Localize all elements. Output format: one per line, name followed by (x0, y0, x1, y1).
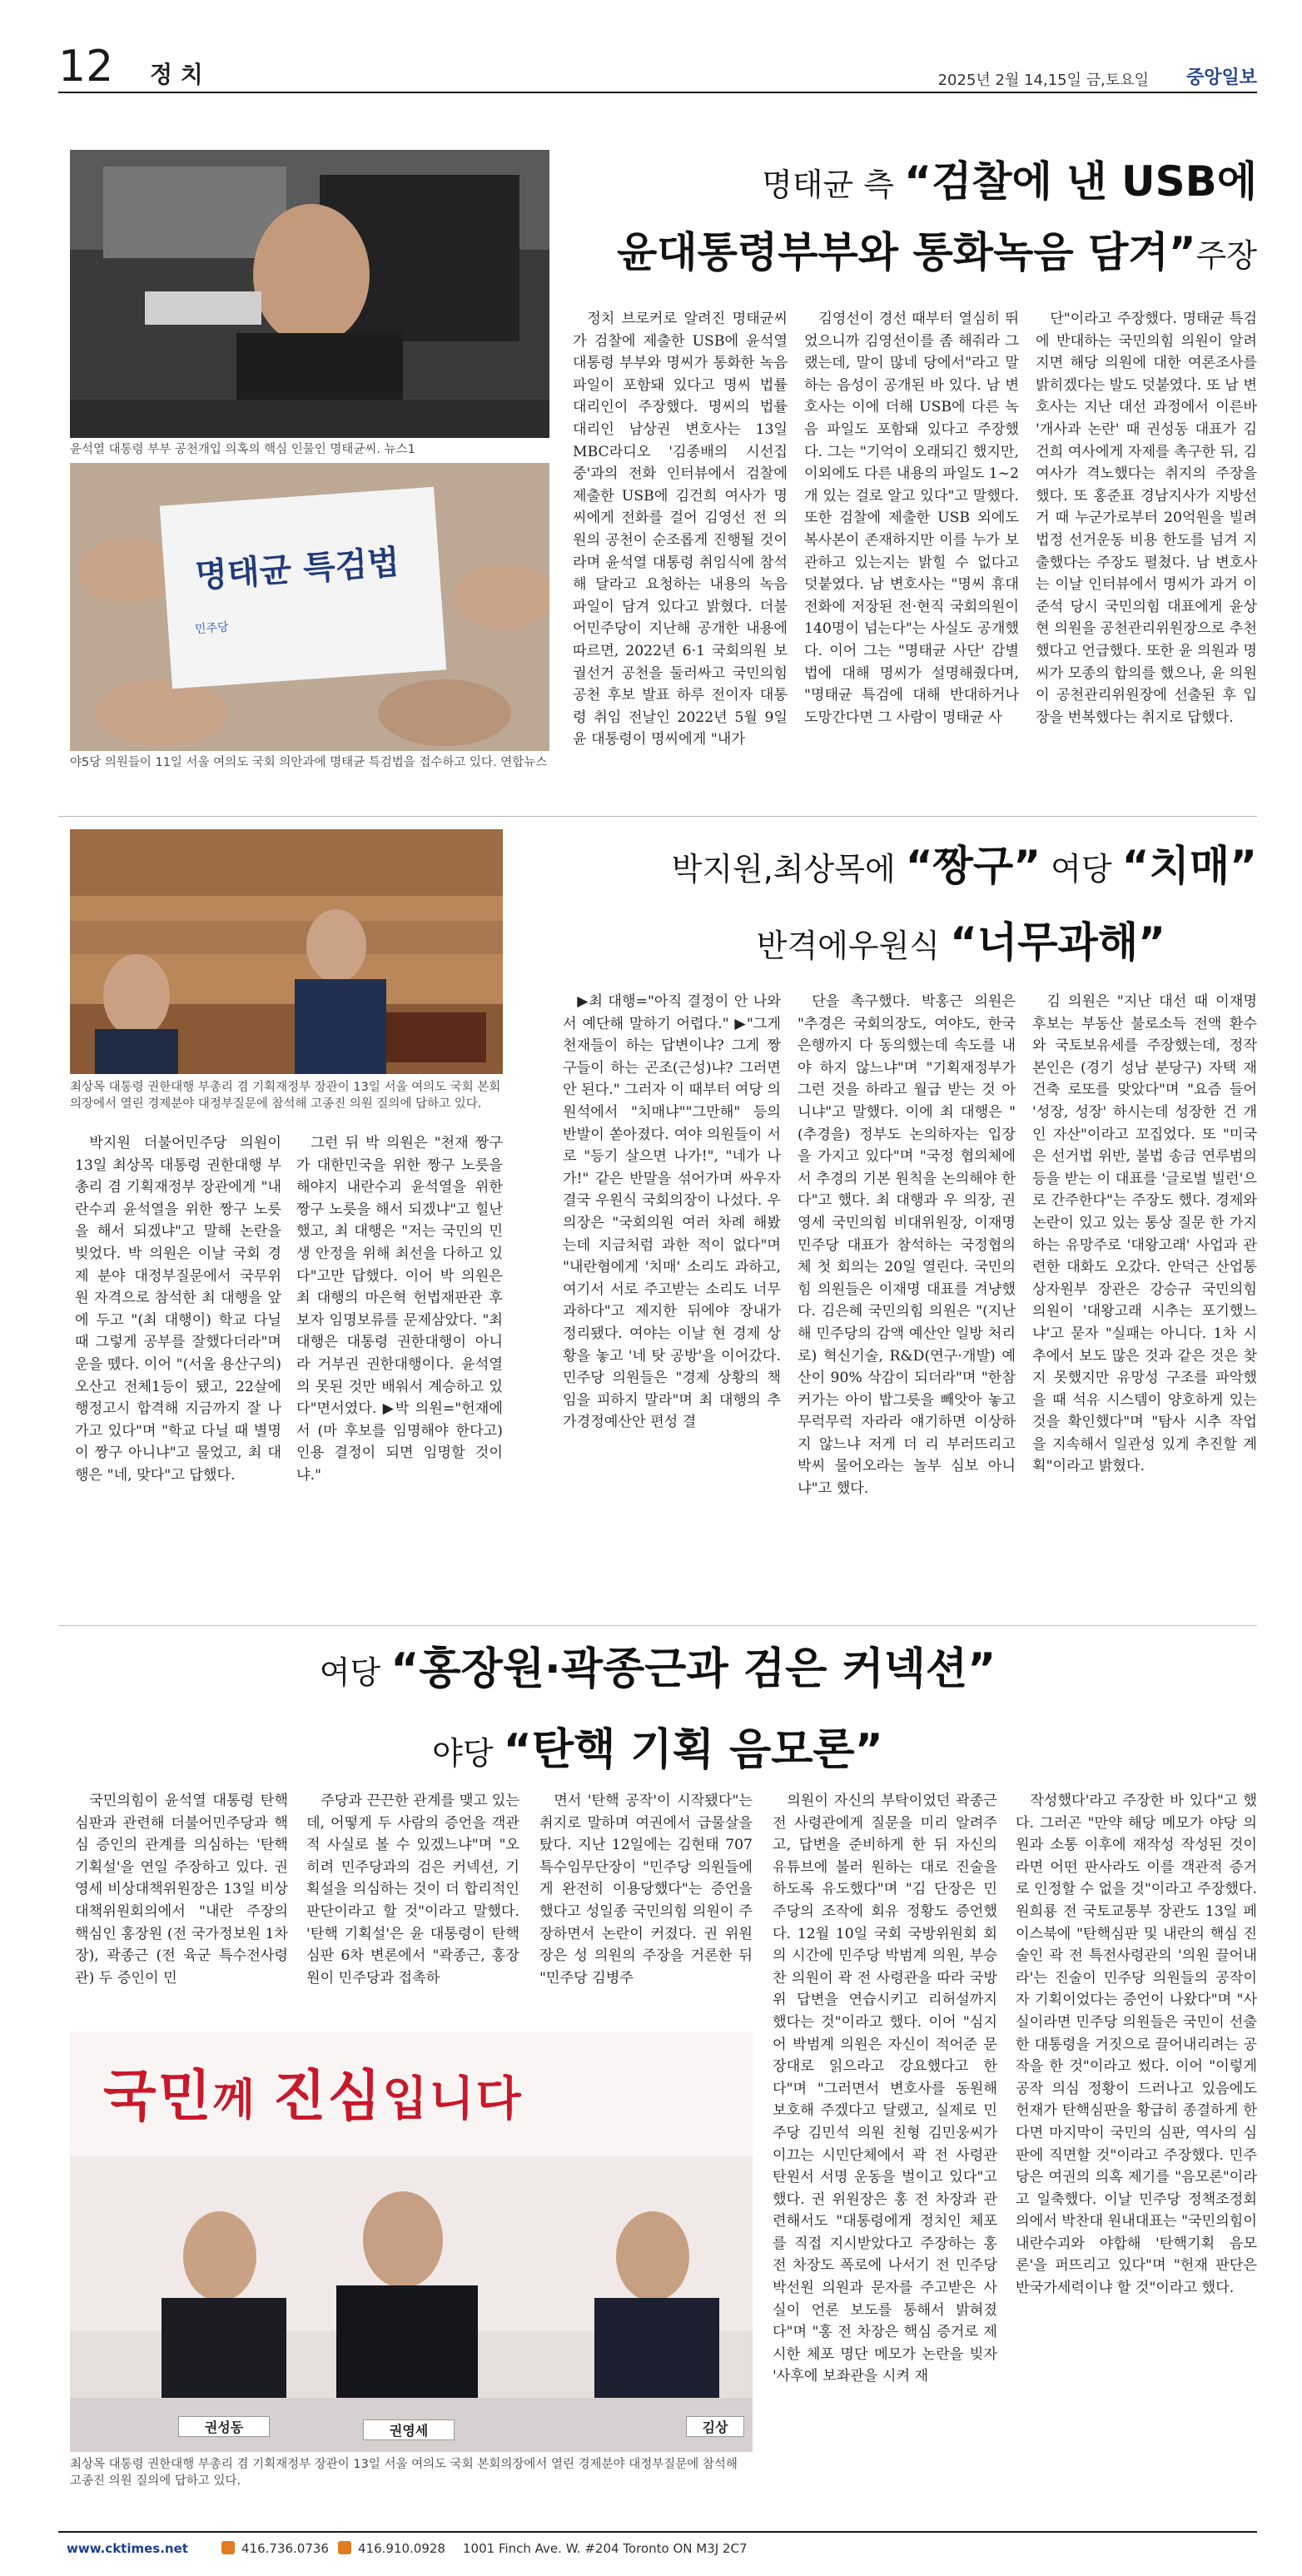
photo-myung-taekyun (70, 150, 549, 438)
headline-quote-connection: “홍장원·곽종근과 검은 커넥션” (390, 1644, 996, 1694)
article3-photo-caption: 최상목 대통령 권한대행 부총리 겸 기획재정부 장관이 13일 서울 여의도 국회 본회의장에서 열린 경제분야 대정부질문에 참석해 고종진 의원 질의에 답하고 있다. (70, 2458, 738, 2488)
article3-headline (58, 1634, 1257, 1795)
headline-prefix-ruling: 여당 (319, 1654, 391, 1691)
photo-ppp-meeting (70, 2031, 753, 2452)
headline-quote-part1: “검찰에 낸 USB에 (904, 157, 1257, 206)
divider-1 (58, 816, 1257, 817)
headline-prefix-2: 반격에우원식 (756, 927, 951, 964)
article3-column2: 주당과 끈끈한 관계를 맺고 있는데, 어떻게 두 사람의 증언을 객관적 사실로 볼 수 있겠느냐"며 "오히려 민주당과의 검은 커넥션, 기획설을 의심하는 것이 더 합리적인 판단이라고 할 것"이라고 말했다. '탄핵 기획설'은 윤 대통령이 탄핵심판 6차 변론에서 "곽종근, 홍장원이 민주당과 접촉하 (306, 1793, 519, 1987)
address: 1001 Finch Ave. W. #204 Toronto ON M3J 2C7 (463, 2541, 748, 2556)
fax-number: 416.910.0928 (358, 2541, 445, 2556)
headline-prefix: 명태균 측 (762, 167, 905, 203)
banner-word-sincerity: 진심 (272, 2064, 383, 2128)
sign-text: 명태균 특검법 (193, 543, 401, 596)
assembly-image (70, 829, 503, 1074)
website-link[interactable]: www.cktimes.net (67, 2541, 188, 2556)
headline-suffix: 주장 (1195, 237, 1257, 274)
photo1-caption: 윤석열 대통령 부부 공천개입 의혹의 핵심 인물인 명태균씨. 뉴스1 (70, 443, 415, 456)
headline-quote-jjanggu: “짱구” (905, 842, 1041, 890)
page-header (58, 43, 1257, 93)
photo-special-prosecutor-bill (70, 463, 549, 751)
headline-quote-conspiracy: “탄핵 기획 음모론” (503, 1725, 883, 1775)
banner-word-to: 께 (212, 2076, 273, 2126)
article2-headline (516, 833, 1257, 986)
banner-word-people: 국민 (103, 2064, 213, 2128)
headline-prefix: 박지원,최상목에 (671, 851, 906, 888)
bill-submission-image (70, 463, 549, 751)
photo2-caption: 야5당 의원들이 11일 서울 여의도 국회 의안과에 명태균 특검법을 접수하고 있다. 연합뉴스 (70, 756, 548, 769)
article2-column4: 단을 촉구했다. 박홍근 의원은 "추경은 국회의장도, 여야도, 한국은행까지 다 동의했는데 속도를 내야 하지 않느냐"며 "기획재정부가 그런 것을 하라고 월급 받는 것 아니냐"고 말했다. 이에 최 대행은 "(추경을) 정부도 논의하자는 입장을 가지고 있다"며 "국정 협의체에서 추경의 기본 원칙을 논의해야 한다"고 했다. 최 대행과 우 의장, 권영세 국민의힘 비대위원장, 이재명 민주당 대표가 참석하는 국정협의체 첫 회의는 20일 열린다. 국민의힘 의원들은 이재명 대표를 겨냥했다. 김은혜 국민의힘 의원은 "(지난해 민주당의 감액 예산안 일방 처리로) 혁신기술, R&D(연구·개발) 예산이 90% 삭감이 되더라"며 "한참 커가는 아이 밥그릇을 빼앗아 놓고 무럭무럭 자라라 얘기하면 이상하지 않느냐 저게 더 리 부러뜨리고 박씨 물어오라는 놀부 심보 아니냐"고 했다. (798, 993, 1016, 1498)
article1-column3: 단"이라고 주장했다. 명태균 특검에 반대하는 국민의힘 의원이 알려지면 해당 의원에 대한 여론조사를 밝히겠다는 발도 덧붙였다. 또 남 변호사는 지난 대선 과정에서 이른바 '개사과 논란' 때 권성동 대표가 김건희 여사에게 자제를 촉구한 뒤, 김 여사가 격노했다는 취지의 주장을 했다. 또 홍준표 경남지사가 지방선거 때 누군가로부터 20억원을 빌려 법정 선거운동 비용 한도를 넘겨 지출했다는 주장도 펼쳤다. 남 변호사는 이날 인터뷰에서 명씨가 과거 이준석 당시 국민의힘 대표에게 윤상현 의원을 공천관리위원장으로 추천했다고 언급했다. 또한 윤 의원과 명씨가 모종의 합의를 했으나, 윤 의원이 공천관리위원장에 선출된 후 입장을 번복했다는 취지로 답했다. (1036, 311, 1257, 726)
article2-column2: 그런 뒤 박 의원은 "천재 짱구가 대한민국을 위한 짱구 노릇을 해야지 내란수괴 윤석열을 위한 짱구 노릇을 해서 되겠냐"고 힐난했고, 최 대행은 "저는 국민의 민생 안정을 위해 최선을 다하고 있다"고만 답했다. 이어 박 의원은 최 대행의 마은혁 헌법재판관 후보자 임명보류를 문제삼았다. "최 대행은 대통령 권한대행이 아니라 거부권 권한대행이다. 윤석열의 못된 것만 배워서 계승하고 있다"면서였다. ▶박 의원="헌재에서 (마 후보를 임명해야 한다고) 인용 결정이 되면 임명할 것이냐." (296, 1135, 503, 1484)
article2-column3: ▶최 대행="아직 결정이 안 나와서 예단해 말하기 어렵다." ▶"그게 천재들이 하는 답변이냐? 그게 짱구들이 하는 곤조(근성)냐? 그러면 안 된다." 그러자 이 때부터 여당 의원석에서 "치매냐""그만해" 등의 반발이 쏟아졌다. 여야 의원들이 서로 "등기 살으면 나가!", "네가 나가!" 같은 반말을 섞어가며 싸우자 결국 우원식 국회의장이 나섰다. 우 의장은 "국회의원 여러 차례 해봤는데 지금처럼 과한 적이 없다"며 "내란혐에게 '치매' 소리도 과하고, 여기서 서로 주고받는 소리도 너무 과하다"고 제지한 뒤에야 장내가 정리됐다. 여야는 이날 현 경제 상황을 놓고 '네 탓 공방'을 이어갔다. 민주당 의원들은 "경제 상황의 책임을 피하지 말라"며 최 대행의 추가경정예산안 편성 결 (563, 993, 781, 1431)
divider-2 (58, 1625, 1257, 1626)
headline-quote-part2: 윤대통령부부와 통화녹음 담겨” (617, 228, 1196, 276)
car-portrait-image (70, 150, 549, 438)
page-number: 12 (58, 42, 114, 92)
issue-date: 2025년 2월 14,15일 금,토요일 (937, 72, 1149, 89)
sign-party-logos: 민주당 (194, 620, 230, 637)
article1-column2: 김영선이 경선 때부터 열심히 뛰었으니까 김영선이를 좀 해줘라 그랬는데, 말이 많네 당에서"라고 말하는 음성이 공개된 바 있다. 남 변호사는 이에 더해 USB에 다른 녹음 파일도 포함돼 있다고 주장했다. 그는 "기억이 오래되긴 했지만, 이외에도 다른 내용의 파일도 1~2개 있는 걸로 알고 있다"고 말했다. 또한 검찰에 제출한 USB 외에도 복사본이 존재하지만 이를 누가 보관하고 있는지는 밝힐 수 없다고 덧붙였다. 남 변호사는 "명씨 휴대전화에 저장된 전·현직 국회의원이 140명이 넘는다"는 사실도 공개했다. 이어 그는 "명태균 사단' 감별법에 대해 명씨가 설명해줬다며, "명태균 특검에 대해 반대하거나 도망간다면 그 사람이 명태균 사 (804, 311, 1019, 726)
phone-number: 416.736.0736 (241, 2541, 329, 2556)
phone-icon (221, 2541, 235, 2554)
nameplate-3: 김상 (686, 2416, 744, 2437)
headline-middle: 여당 (1041, 851, 1122, 888)
article3-column5: 작성했다'라고 주장한 바 있다"고 했다. 그러곤 "만약 해당 메모가 야당 의원과 소통 이후에 재작성 작성된 것이라면 어떤 판사라도 이를 객관적 증거로 인정할 수 없을 것"이라고 주장했다. 원희룡 전 국토교통부 장관도 13일 페이스북에 "탄핵심판 및 내란의 핵심 진술인 곽 전 특전사령관의 '의원 끌어내라'는 진술이 민주당 의원들의 공작이자 기획이었다는 증언이 나왔다"며 "사실이라면 민주당 의원들은 국민이 선출한 대통령을 거짓으로 끌어내리려는 공작을 한 것"이라고 썼다. 이어 "이렇게 공작 의심 정황이 드러나고 있음에도 헌재가 탄핵심판을 황급히 종결하게 한다면 마지막이 국민의 심판, 역사의 심판에 직면할 것"이라고 주장했다. 민주당은 여권의 의혹 제기를 "음모론"이라고 일축했다. 이날 민주당 정책조정회의에서 박찬대 원내대표는 "국민의힘이 내란수괴와 야합해 '탄핵기획 음모론'을 퍼뜨리고 있다"며 "헌재 판단은 반국가세력이냐 할 것"이라고 했다. (1016, 1793, 1257, 2297)
fax-icon (338, 2541, 351, 2554)
newspaper-logo: 중앙일보 (1185, 67, 1257, 88)
photo-assembly-session (70, 829, 503, 1074)
section-name: 정 치 (150, 61, 203, 88)
nameplate-2: 권영세 (363, 2419, 455, 2440)
headline-prefix-opposition: 야당 (432, 1735, 504, 1772)
article2-column5: 김 의원은 "지난 대선 때 이재명 후보는 부동산 불로소득 전액 환수와 국토보유세를 주장했는데, 정작 본인은 (경기 성남 분당구) 자택 재건축 로또를 맞았다"며 "요즘 들어 '성장, 성장' 하시는데 성장한 건 개인 자산"이라고 꼬집었다. 또 "미국은 선거법 위반, 불법 송금 연루범의 등을 받는 이 대표를 '글로벌 빌런'으로 간주한다"는 주장도 했다. 경제와 논란이 있고 있는 통상 질문 한 가지 하는 유망주로 '대왕고래' 사업과 관련한 대화도 오갔다. 안덕근 산업통상자원부 장관은 강승규 국민의힘 의원이 '대왕고래 시추는 포기했느냐'고 묻자 "실패는 아니다. 1차 시추에서 보도 많은 것과 같은 것은 찾지 못했지만 유망성 구조를 파악했을 때 석유 시스템이 양호하게 있는 것을 확인했다"며 "탐사 시추 작업을 지속해서 일관성 있게 추진할 계획"이라고 밝혔다. (1032, 993, 1257, 1475)
article1-headline (499, 150, 1257, 291)
headline-quote-too-much: “너무과해” (950, 918, 1165, 967)
article1-column1: 정치 브로커로 알려진 명태균씨가 검찰에 제출한 USB에 윤석열 대통령 부부와 명씨가 통화한 녹음 파일이 포함돼 있다고 명씨 법률 대리인이 주장했다. 명씨의 법률 대리인 남상권 변호사는 13일 MBC라디오 '김종배의 시선집중'과의 전화 인터뷰에서 검찰에 제출한 USB에 김건희 여사가 명씨에게 전화를 걸어 김영선 전 의원의 공천이 순조롭게 진행될 것이라며 윤석열 대통령 취임식에 참석해 달라고 요청하는 내용의 녹음 파일이 담겨 있다고 밝혔다. 더불어민주당이 지난해 공개한 내용에 따르면, 2022년 6·1 국회의원 보궐선거 공천을 둘러싸고 국민의힘 공천 후보 발표 하루 전이자 대통령 취임 전날인 2022년 5월 9일 윤 대통령이 명씨에게 "내가 (573, 311, 788, 748)
article2-column1: 박지원 더불어민주당 의원이 13일 최상목 대통령 권한대행 부총리 겸 기획재정부 장관에게 "내란수괴 윤석열을 위한 짱구 노릇을 해서 되겠냐"고 말해 논란을 빚었다. 박 의원은 이날 국회 경제 분야 대정부질문에서 국무위원 자격으로 참석한 최 대행을 앞에 두고 "(최 대행이) 학교 다닐 때 그렇게 공부를 잘했다더라"며 운을 뗐다. 이어 "(서울 용산구의) 오산고 전체1등이 됐고, 22살에 행정고시 합격해 지금까지 잘 나가고 있다"며 "학교 다닐 때 별명이 짱구 아니냐"고 물었고, 최 대행은 "네, 맞다"고 답했다. (75, 1135, 281, 1484)
article3-column4: 의원이 자신의 부탁이었던 곽종근 전 사령관에게 질문을 미리 알려주고, 답변을 준비하게 한 뒤 자신의 유튜브에 불러 원하는 대로 진술을 하도록 유도했다"며 "김 단장은 민주당의 조작에 회유 정황도 증언했다. 12월 10일 국회 국방위원회 회의 시간에 민주당 박범계 의원, 부승찬 의원이 곽 전 사령관을 따라 국방위 답변을 연습시키고 리허설까지 했다는 것"이라고 했다. 이어 "심지어 박범계 의원은 자신이 적어준 문장대로 읽으라고 강요했다고 한다"며 "그러면서 변호사를 동원해 보호해 주겠다고 달랬고, 실제로 민주당 김민석 의원 친형 김민웅씨가 이끄는 시민단체에서 곽 전 사령관 탄원서 서명 운동을 벌이고 있다"고 했다. 권 위원장은 홍 전 차장과 관련해서도 "대통령에게 정치인 체포를 직접 지시받았다고 주장하는 홍 전 차장도 폭로에 나서기 전 민주당 박선원 의원과 문자를 주고받은 사실이 언론 보도를 통해서 밝혀졌다"며 "홍 전 차장은 핵심 증거로 제시한 체포 명단 메모가 논란을 빚자 '사후에 보좌관을 시켜 재 (773, 1793, 997, 2385)
banner-word-is: 입니다 (382, 2072, 523, 2126)
article3-column1: 국민의힘이 윤석열 대통령 탄핵심판과 관련해 더불어민주당과 핵심 증인의 관계를 의심하는 '탄핵 기획설'을 연일 주장하고 있다. 권영세 비상대책위원장은 13일 비상대책위원회의에서 "내란 주장의 핵심인 홍장원 (전 국가정보원 1차장), 곽종근 (전 육군 특수전사령관) 두 증인이 민 (75, 1793, 288, 1987)
nameplate-1: 권성동 (178, 2416, 270, 2437)
page-footer (58, 2531, 1257, 2561)
article3-column3: 면서 '탄핵 공작'이 시작됐다"는 취지로 말하며 여권에서 급물살을 탔다. 지난 12일에는 김현태 707특수임무단장이 "민주당 의원들에게 완전히 이용당했다"는 증언을 했다고 성일종 국민의힘 의원이 주장하면서 논란이 커졌다. 권 위원장은 성 의원의 주장을 거론한 뒤 "민주당 김병주 (539, 1793, 753, 1987)
headline-quote-chimae: “치매” (1121, 842, 1257, 890)
banner-slogan (103, 2051, 523, 2131)
article2-photo-caption: 최상목 대통령 권한대행 부총리 겸 기획재정부 장관이 13일 서울 여의도 국회 본회의장에서 열린 경제분야 대정부질문에 참석해 고종진 의원 질의에 답하고 있다. (70, 1081, 501, 1111)
